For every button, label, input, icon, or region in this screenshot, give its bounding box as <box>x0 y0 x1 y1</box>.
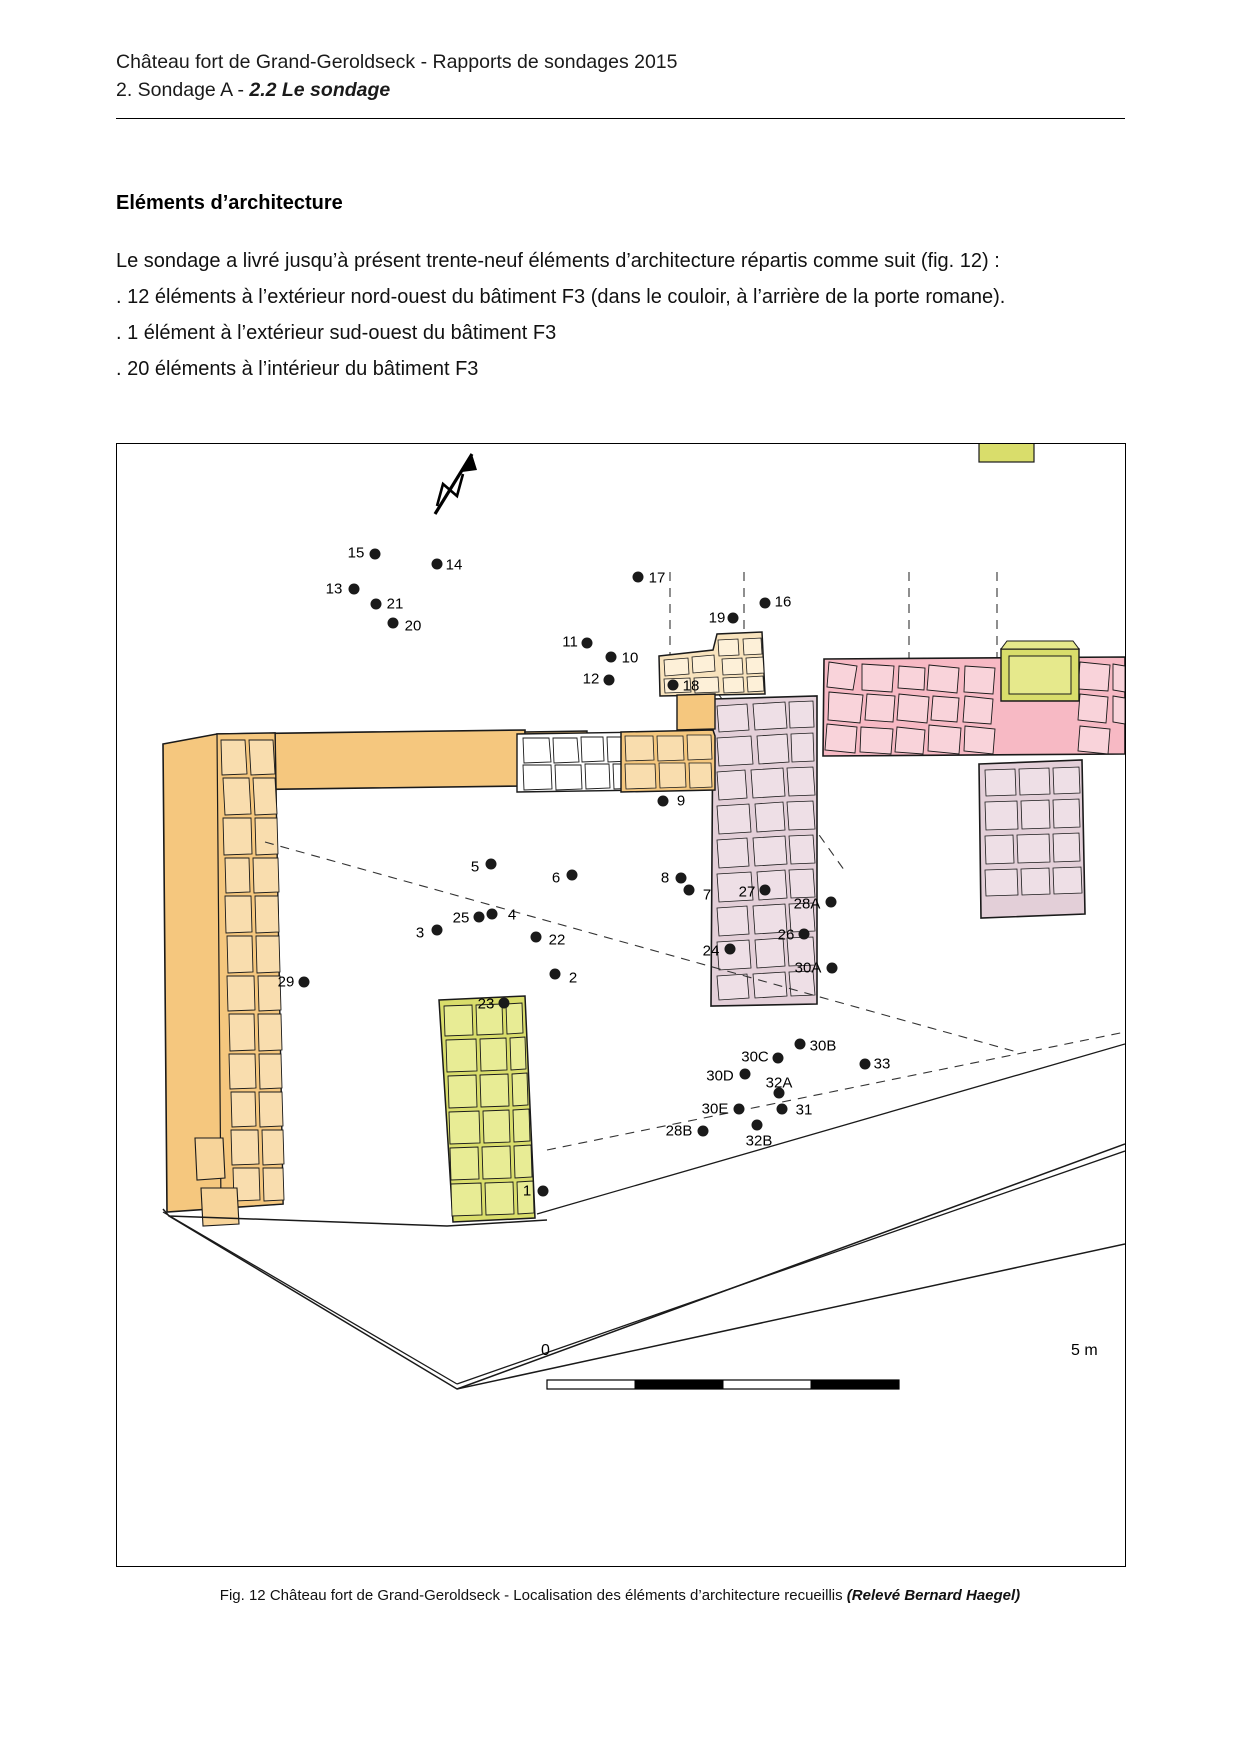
map-point-label: 9 <box>676 792 686 810</box>
figure-caption <box>116 1587 1124 1604</box>
map-point-label: 30E <box>701 1100 729 1118</box>
map-point-label: 21 <box>386 595 404 613</box>
map-point-marker <box>773 1053 784 1064</box>
map-point-marker <box>486 859 497 870</box>
map-point-marker <box>795 1039 806 1050</box>
paragraph-item-1: . 12 éléments à l’extérieur nord-ouest du bâtiment F3 (dans le couloir, à l’arrière de la porte romane). <box>116 286 1006 308</box>
beam-topright <box>979 444 1034 462</box>
map-point-marker <box>432 925 443 936</box>
body-text <box>116 243 1126 387</box>
wall-orange-block-center <box>621 694 715 792</box>
map-point-label: 10 <box>621 649 639 667</box>
map-point-label: 30A <box>794 959 822 977</box>
map-point-label: 30B <box>809 1037 837 1055</box>
map-point-marker <box>777 1104 788 1115</box>
map-point-label: 23 <box>477 995 495 1013</box>
map-point-label: 28B <box>665 1122 693 1140</box>
map-point-marker <box>606 652 617 663</box>
map-point-label: 19 <box>708 609 726 627</box>
map-point-marker <box>582 638 593 649</box>
map-point-marker <box>371 599 382 610</box>
map-point-marker <box>827 963 838 974</box>
map-point-label: 24 <box>702 942 720 960</box>
map-point-marker <box>658 796 669 807</box>
header-divider <box>116 118 1125 119</box>
map-point-label: 11 <box>562 633 578 651</box>
header-breadcrumb-emphasis: 2.2 Le sondage <box>249 79 391 101</box>
map-point-label: 33 <box>873 1055 891 1073</box>
map-point-marker <box>752 1120 763 1131</box>
map-point-marker <box>633 572 644 583</box>
map-point-marker <box>860 1059 871 1070</box>
map-point-marker <box>531 932 542 943</box>
paragraph-item-3: . 20 éléments à l’intérieur du bâtiment F3 <box>116 358 479 380</box>
map-point-label: 1 <box>522 1182 532 1200</box>
scale-bar <box>547 1380 899 1389</box>
map-point-label: 2 <box>568 969 578 987</box>
map-point-marker <box>474 912 485 923</box>
map-point-marker <box>349 584 360 595</box>
map-point-marker <box>684 885 695 896</box>
map-point-label: 18 <box>682 677 700 695</box>
map-point-label: 20 <box>404 617 422 635</box>
map-point-label: 27 <box>738 883 756 901</box>
map-point-marker <box>668 680 679 691</box>
map-point-marker <box>604 675 615 686</box>
scale-start-label: 0 <box>541 1342 550 1359</box>
north-arrow-icon <box>435 454 477 514</box>
map-point-label: 25 <box>452 909 470 927</box>
map-point-marker <box>760 885 771 896</box>
map-point-marker <box>550 969 561 980</box>
wall-yellowgreen-vertical <box>439 996 535 1222</box>
map-point-label: 26 <box>777 926 795 944</box>
map-point-label: 30D <box>706 1067 734 1085</box>
map-point-marker <box>734 1104 745 1115</box>
scale-end-label: 5 m <box>1071 1342 1098 1359</box>
terrain-lines <box>163 1044 1125 1384</box>
map-point-marker <box>432 559 443 570</box>
archaeological-site-plan <box>117 444 1125 1566</box>
header-breadcrumb-prefix: 2. Sondage A - <box>116 79 250 101</box>
map-point-marker <box>676 873 687 884</box>
map-point-label: 7 <box>702 886 712 904</box>
map-point-marker <box>499 998 510 1009</box>
figure-caption-credit: (Relevé Bernard Haegel) <box>846 1587 1021 1604</box>
map-point-label: 6 <box>551 869 561 887</box>
section-title: Eléments d’architecture <box>116 192 343 214</box>
map-point-label: 13 <box>325 580 343 598</box>
map-point-marker <box>299 977 310 988</box>
map-point-label: 14 <box>445 556 463 574</box>
wall-mauve-right <box>979 760 1085 918</box>
map-point-label: 31 <box>795 1101 813 1119</box>
map-point-marker <box>370 549 381 560</box>
map-point-marker <box>538 1186 549 1197</box>
map-point-marker <box>388 618 399 629</box>
map-point-label: 32B <box>745 1132 773 1150</box>
header-breadcrumb <box>116 76 1126 104</box>
map-point-label: 3 <box>415 924 425 942</box>
map-point-label: 30C <box>741 1048 769 1066</box>
paragraph-intro: Le sondage a livré jusqu’à présent trente-neuf éléments d’architecture répartis comme suit (fig. 12) : <box>116 250 1000 272</box>
map-point-label: 12 <box>582 670 600 688</box>
map-point-label: 5 <box>470 858 480 876</box>
wall-pink-band <box>823 641 1125 756</box>
map-point-marker <box>725 944 736 955</box>
map-point-marker <box>826 897 837 908</box>
wall-orange-vertical-left <box>163 733 284 1226</box>
map-point-marker <box>487 909 498 920</box>
map-point-label: 4 <box>507 906 517 924</box>
map-point-marker <box>728 613 739 624</box>
header-title: Château fort de Grand-Geroldseck - Rapports de sondages 2015 <box>116 51 678 73</box>
map-point-label: 8 <box>660 869 670 887</box>
map-point-label: 29 <box>277 973 295 991</box>
map-point-label: 28A <box>793 895 821 913</box>
map-point-marker <box>698 1126 709 1137</box>
figure-12-map <box>116 443 1126 1567</box>
map-point-marker <box>567 870 578 881</box>
map-point-marker <box>799 929 810 940</box>
map-point-label: 22 <box>548 931 566 949</box>
map-point-marker <box>740 1069 751 1080</box>
figure-caption-main: Fig. 12 Château fort de Grand-Geroldseck - Localisation des éléments d’architecture recueillis <box>219 1587 847 1604</box>
map-point-label: 17 <box>648 569 666 587</box>
map-point-label: 15 <box>347 544 365 562</box>
site-outline <box>163 1144 1125 1389</box>
page-header <box>116 48 1126 104</box>
map-point-label: 32A <box>765 1074 793 1092</box>
paragraph-item-2: . 1 élément à l’extérieur sud-ouest du bâtiment F3 <box>116 322 557 344</box>
map-point-marker <box>760 598 771 609</box>
map-point-label: 16 <box>774 593 792 611</box>
